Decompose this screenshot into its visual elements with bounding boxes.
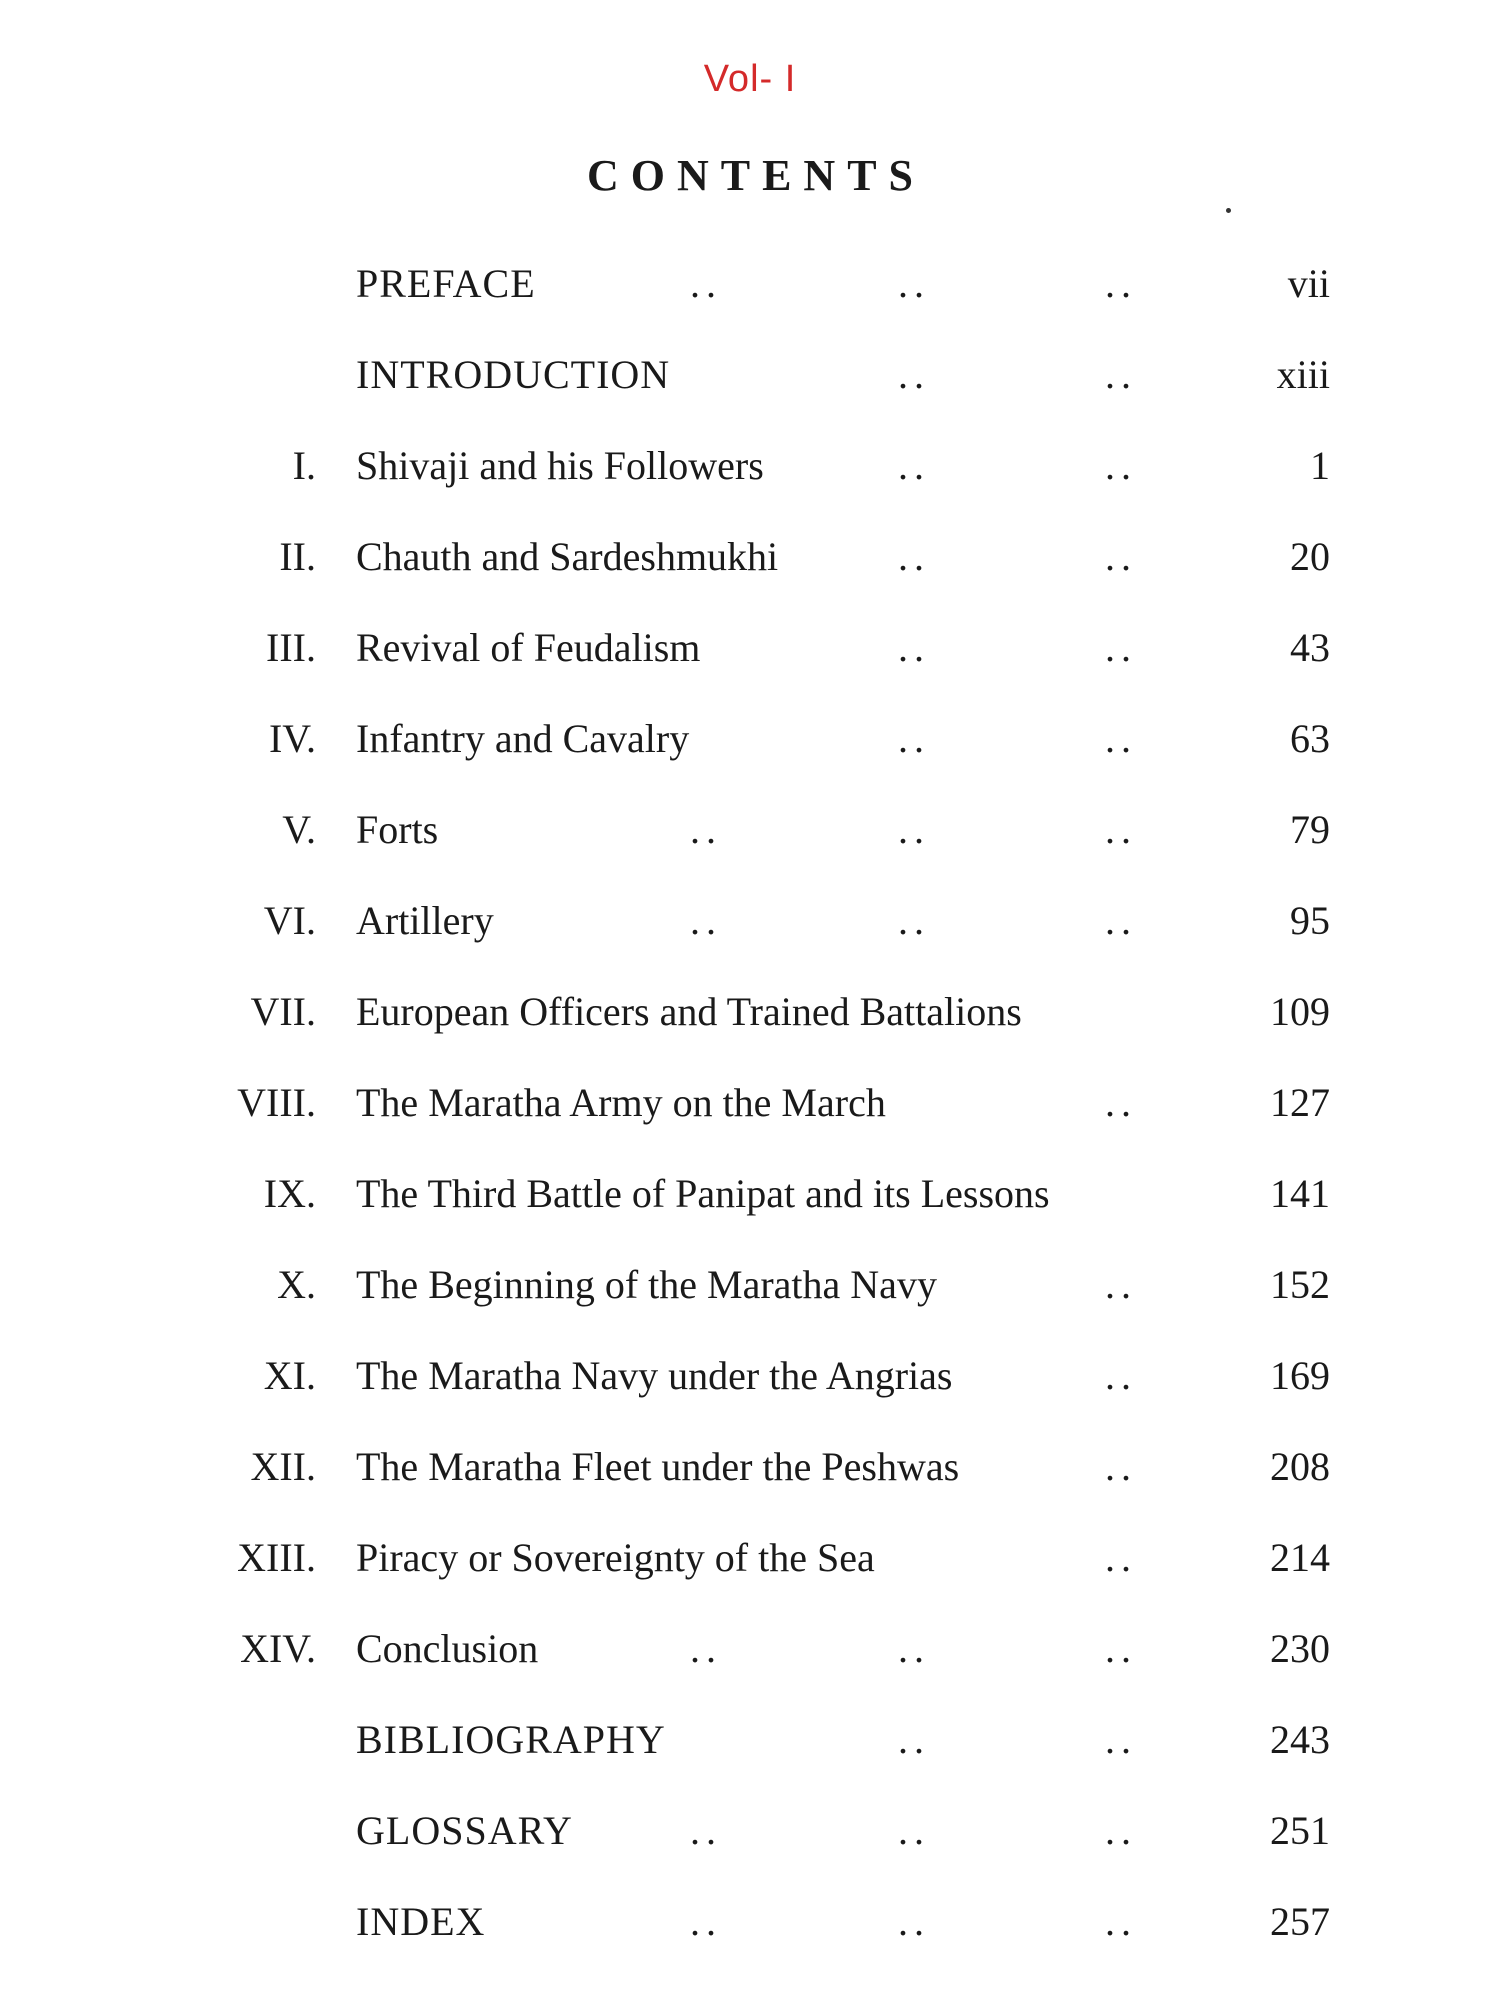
toc-entry [0,695,1500,786]
chapter-title: Shivaji and his Followers [356,443,764,488]
dot-leader: .. [898,1626,930,1671]
dot-leader: .. [1105,1899,1137,1944]
page-number: 63 [1290,716,1330,761]
toc-entry [0,1423,1500,1514]
chapter-title: PREFACE [356,261,536,306]
chapter-number: V. [282,807,316,852]
dot-leader: .. [690,898,722,943]
dot-leader: .. [1105,625,1137,670]
chapter-number: I. [292,443,316,488]
toc-entry [0,968,1500,1059]
dot-leader: .. [1105,534,1137,579]
chapter-title: The Third Battle of Panipat and its Lessons [356,1171,1050,1216]
volume-label: Vol- I [703,58,797,100]
dot-leader: .. [898,625,930,670]
toc-entry [0,240,1500,331]
contents-heading: CONTENTS [586,151,926,200]
dot-leader: .. [898,261,930,306]
page-number: 208 [1270,1444,1330,1489]
chapter-title: INDEX [356,1899,486,1944]
dot-leader: .. [1105,807,1137,852]
page-number: 214 [1270,1535,1330,1580]
toc-entry [0,1514,1500,1605]
dot-leader: .. [898,716,930,761]
page-number: 127 [1270,1080,1330,1125]
page-number: 43 [1290,625,1330,670]
chapter-title: Piracy or Sovereignty of the Sea [356,1535,875,1580]
dot-leader: .. [1105,1717,1137,1762]
toc-entry [0,1878,1500,1969]
page-number: 251 [1270,1808,1330,1853]
dot-leader: .. [898,1808,930,1853]
chapter-title: Forts [356,807,439,852]
chapter-title: Chauth and Sardeshmukhi [356,534,779,579]
dot-leader: .. [690,1626,722,1671]
page-number: 169 [1270,1353,1330,1398]
chapter-title: The Maratha Navy under the Angrias [356,1353,953,1398]
dot-leader: .. [898,898,930,943]
dot-leader: .. [690,1899,722,1944]
chapter-number: VII. [250,989,316,1034]
dot-leader: .. [1105,1262,1137,1307]
dot-leader: .. [1105,1535,1137,1580]
toc-entry [0,1787,1500,1878]
toc-entry [0,1241,1500,1332]
page-number: 109 [1270,989,1330,1034]
print-speck [1226,208,1231,213]
toc-entry [0,1332,1500,1423]
dot-leader: .. [898,1717,930,1762]
page-number: 141 [1270,1171,1330,1216]
dot-leader: .. [690,807,722,852]
dot-leader: .. [898,1899,930,1944]
dot-leader: .. [1105,352,1137,397]
dot-leader: .. [1105,1444,1137,1489]
chapter-number: II. [279,534,316,579]
dot-leader: .. [1105,898,1137,943]
page-number: 1 [1310,443,1330,488]
chapter-number: III. [266,625,316,670]
page-number: 79 [1290,807,1330,852]
toc-entry [0,877,1500,968]
chapter-title: Revival of Feudalism [356,625,701,670]
chapter-title: The Maratha Fleet under the Peshwas [356,1444,960,1489]
toc-entry [0,331,1500,422]
toc-entry [0,513,1500,604]
chapter-number: IV. [268,716,316,761]
chapter-title: INTRODUCTION [356,352,671,397]
page-number: 95 [1290,898,1330,943]
dot-leader: .. [898,807,930,852]
dot-leader: .. [1105,1353,1137,1398]
page-number: xiii [1276,352,1330,397]
chapter-title: BIBLIOGRAPHY [356,1717,666,1762]
page-number: 152 [1270,1262,1330,1307]
chapter-number: VI. [263,898,316,943]
chapter-number: VIII. [237,1080,316,1125]
chapter-title: The Maratha Army on the March [356,1080,886,1125]
toc-entry [0,422,1500,513]
toc-entry [0,1605,1500,1696]
dot-leader: .. [1105,1080,1137,1125]
chapter-title: Artillery [356,898,494,943]
chapter-number: XII. [250,1444,316,1489]
dot-leader: .. [690,261,722,306]
dot-leader: .. [898,443,930,488]
page-number: 230 [1270,1626,1330,1671]
chapter-number: IX. [263,1171,316,1216]
dot-leader: .. [1105,1626,1137,1671]
toc-entry [0,1059,1500,1150]
page-number: vii [1287,261,1330,306]
chapter-title: Infantry and Cavalry [356,716,690,761]
toc-entry [0,786,1500,877]
page-number: 257 [1270,1899,1330,1944]
toc-entry [0,1150,1500,1241]
toc-entry [0,1696,1500,1787]
chapter-number: X. [277,1262,316,1307]
dot-leader: .. [898,534,930,579]
chapter-title: Conclusion [356,1626,539,1671]
dot-leader: .. [1105,261,1137,306]
chapter-number: XIV. [240,1626,316,1671]
chapter-title: GLOSSARY [356,1808,573,1853]
dot-leader: .. [1105,443,1137,488]
dot-leader: .. [690,1808,722,1853]
dot-leader: .. [1105,1808,1137,1853]
chapter-number: XI. [263,1353,316,1398]
chapter-title: European Officers and Trained Battalions [356,989,1022,1034]
page-number: 243 [1270,1717,1330,1762]
chapter-title: The Beginning of the Maratha Navy [356,1262,937,1307]
chapter-number: XIII. [237,1535,316,1580]
dot-leader: .. [1105,716,1137,761]
page-number: 20 [1290,534,1330,579]
table-of-contents [0,240,1500,1969]
dot-leader: .. [898,352,930,397]
toc-entry [0,604,1500,695]
